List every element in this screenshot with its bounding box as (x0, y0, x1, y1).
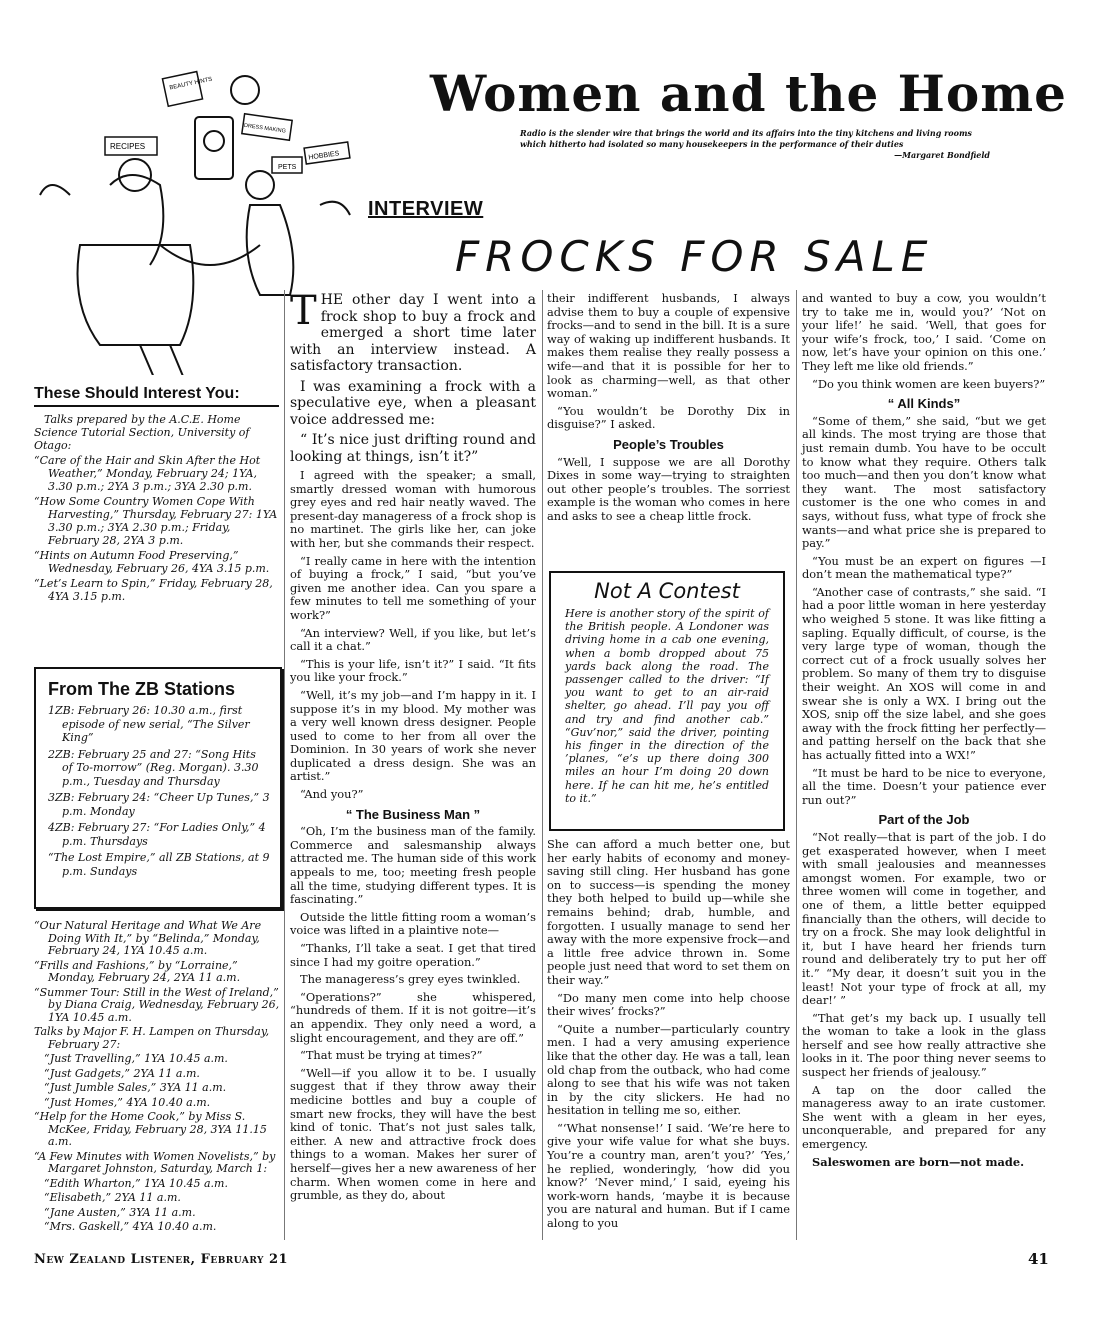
paragraph: their indifferent husbands, I always advise them to buy a couple of expensive frocks—and to send in the bill. It is a sure way of waking up indifferent husbands. It makes them realise they really possess a wife—and that it is possible for her to look as charming—well, as that other woman.” (547, 291, 790, 401)
paragraph: “‘What nonsense!’ I said. ‘We’re here to give your wife value for what she buys. You’re a country man, aren’t you?’ ‘Yes,’ he replied, wonderingly, ‘how did you know?’ ‘Never mind,’ I said, eyeing his work-worn hands, ‘maybe it is because you are natural and human. But if I came along to you (547, 1120, 790, 1231)
subhead-part-of-job: Part of the Job (878, 812, 970, 828)
paragraph: She can afford a much better one, but her early habits of economy and money-saving still cling. Her husband has gone on to success—is spending the money they both helped to build up—while she remains behind; drab, humble, and forgotten. I usually manage to send her away with the more expensive frock—and a little free advice thrown in. Some people just need that word to set them on their way.” (547, 837, 790, 987)
contest-body: Here is another story of the spirit of the British people. A Londoner was driving home in a cab one evening, when a bomb dropped about 75 yards back along the road. The passenger called to the driver: “If you want to get to an air-raid shelter, go ahead. I’ll pay you off and try and find another cab.” “Guv’nor,” said the driver, pointing his finger in the direction of the ’planes, “e’s up there doing 300 miles an hour I’m doing 20 down here. If he can hit me, he’s entitled to it.” (565, 607, 769, 805)
label-recipes: RECIPES (110, 142, 146, 151)
article-headline: FROCKS FOR SALE (455, 232, 934, 281)
list-item: Talks by Major F. H. Lampen on Thursday, February 27: (34, 1025, 270, 1051)
contest-title: Not A Contest (594, 579, 740, 603)
list-item: 3ZB: February 24: “Cheer Up Tunes,” 3 p.m. Monday (48, 791, 270, 818)
paragraph: “This is your life, isn’t it?” I said. “It fits you like your frock.” (290, 656, 536, 685)
paragraph: “Well, I suppose we are all Dorothy Dixes in some way—trying to straighten out other people’s troubles. The sorriest example is the woman who comes in here and asks to see a cheap little frock. (547, 454, 790, 523)
zb-stations-box (34, 667, 282, 909)
paragraph: “It must be hard to be nice to everyone, all the time. Doesn’t your patience ever run out?” (802, 765, 1046, 807)
sidebar-heading: These Should Interest You: (34, 385, 279, 407)
list-item: “Jane Austen,” 3YA 11 a.m. (44, 1205, 196, 1219)
paragraph: “You must be an expert on figures —I don’t mean the mathematical type?” (802, 553, 1046, 582)
label-beauty-hints: BEAUTY HINTS (169, 76, 213, 92)
list-item: “How Some Country Women Cope With Harvesting,” Thursday, February 27: 1YA 3.30 p.m.; 3YA 2.30 p.m.; Friday, February 28, 2YA 3 p.m. (34, 495, 278, 547)
label-hobbies: HOBBIES (308, 150, 340, 162)
list-item: 1ZB: February 26: 10.30 a.m., first episode of new serial, “The Silver King” (48, 704, 250, 744)
paragraph: “Thanks, I’ll take a seat. I get that tired since I had my goitre operation.” (290, 941, 536, 969)
list-item: “Summer Tour: Still in the West of Ireland,” by Diana Craig, Wednesday, February 26, 1YA 10.45 a.m. (34, 985, 280, 1024)
paragraph: The manageress’s grey eyes twinkled. (300, 972, 521, 987)
list-item: “Let’s Learn to Spin,” Friday, February 28, 4YA 3.15 p.m. (34, 577, 273, 603)
publication-footer: New Zealand Listener, February 21 (34, 1252, 289, 1267)
list-item: “Just Homes,” 4YA 10.40 a.m. (44, 1095, 211, 1109)
paragraph: “That must be trying at times?” (300, 1048, 483, 1063)
paragraph: “And you?” (300, 787, 364, 802)
ace-intro: Talks prepared by the A.C.E. Home Science Tutorial Section, University of Otago: (34, 413, 250, 452)
column-rule (542, 290, 543, 1240)
zb-heading: From The ZB Stations (48, 679, 236, 699)
lead-paragraph (290, 288, 536, 375)
list-item: “Mrs. Gaskell,” 4YA 10.40 a.m. (44, 1220, 217, 1233)
page-number: 41 (1028, 1250, 1049, 1268)
list-item: “Elisabeth,” 2YA 11 a.m. (44, 1191, 181, 1204)
paragraph: “An interview? Well, if you like, but let’s call it a chat.” (290, 625, 536, 654)
list-item: “The Lost Empire,” all ZB Stations, at 9 p.m. Sundays (48, 851, 270, 878)
label-dress-making: DRESS MAKING (243, 122, 287, 135)
paragraph: “Another case of contrasts,” she said. “I had a poor little woman in here yesterday who weighed 5 stone. It was like fitting a sapling. Equally difficult, of course, is the very large type of woman, though the correct cut of a frock usually solves her problem. So many of them try to disguise their weight. An XOS will come in and swear she is only a WX. I bring out the XOS, snip off the size label, and she goes away with the frock fitting her perfectly—and patting herself on the back that she has actually fitted into a WX!” (802, 584, 1046, 762)
paragraph: “Not really—that is part of the job. I do get exasperated however, when I meet with small jealousies and meannesses amongst women. For example, two or three women will come in together, and one of them, a little better equipped financially than the others, will decide to try on a frock. She may look delightful in it, but I have heard her friends turn round and deliberately try to put her off it.” “My dear, it doesn’t suit you in the least! Not your type of frock at all, my dear!’ ” (802, 829, 1046, 1008)
article-kicker: INTERVIEW (368, 198, 484, 220)
label-pets: PETS (278, 164, 297, 171)
list-item: 4ZB: February 27: “For Ladies Only,” 4 p.m. Thursdays (48, 821, 266, 848)
list-item: “Just Jumble Sales,” 3YA 11 a.m. (44, 1081, 227, 1094)
column-rule (284, 290, 285, 1240)
paragraph: “Well, it’s my job—and I’m happy in it. I suppose it’s in my blood. My mother was a very well known dress designer. People used to come to her from all over the Dominion. In 30 years of work she never duplicated a dress design. She was an artist.” (290, 687, 536, 784)
paragraph: “ It’s nice just drifting round and looking at things, isn’t it?” (290, 432, 536, 465)
drop-cap: T (290, 288, 317, 334)
paragraph: I was examining a frock with a speculative eye, when a pleasant voice addressed me: (290, 378, 536, 428)
subhead-all-kinds: “ All Kinds” (887, 396, 961, 412)
closing-line: Saleswomen are born—not made. (812, 1154, 1025, 1169)
ace-talks-list (34, 413, 280, 605)
paragraph: and wanted to buy a cow, you wouldn’t try to take me in, would you?’ ‘Not on your life!’ he said. ‘Well, that goes for your wife’s frock, too,’ I said. ‘Come on now, let’s have your opinion on this one.’ They left me like old friends.” (802, 291, 1046, 373)
zb-list (48, 704, 270, 878)
article-column-3 (802, 292, 1046, 1173)
list-item: “Hints on Autumn Food Preserving,” Wednesday, February 26, 4YA 3.15 p.m. (34, 549, 270, 575)
paragraph: I agreed with the speaker; a small, smartly dressed woman with humorous grey eyes and red hair neatly waved. The present-day manageress of a frock shop is no martinet. The girls like her, can joke with her, but she commands their respect. (290, 468, 536, 550)
article-column-1 (290, 288, 536, 1207)
paragraph: “Some of them,” she said, “but we get all kinds. The most trying are those that just remain dumb. You have to be occult to know what they require. Others talk too much—and then you don’t know what they want. The most satisfactory customer is the one who comes in and says, without fuss, what type of frock she wants—and what price she is prepared to pay.” (802, 413, 1046, 551)
list-item: 2ZB: February 25 and 27: “Song Hits of To-morrow” (Reg. Morgan). 3.30 p.m., Tuesday and Thursday (48, 747, 259, 788)
lead-text: HE other day I went into a frock shop to buy a frock and emerged a short time later with an interview instead. A satisfactory transaction. (290, 292, 536, 374)
paragraph: “Do many men come into help choose their wives’ frocks?” (547, 990, 790, 1019)
list-item: “Edith Wharton,” 1YA 10.45 a.m. (44, 1176, 228, 1190)
list-item: “Our Natural Heritage and What We Are Doing With It,” by “Belinda,” Monday, February 24, 1YA 10.45 a.m. (34, 919, 262, 957)
paragraph: “Do you think women are keen buyers?” (812, 376, 1046, 391)
paragraph: “Well—if you allow it to be. I usually suggest that if they throw away their medicine bottles and buy a couple of smart new frocks, they will have the best kind of tonic. That’s not just sales talk, either. A new and attractive frock does things to a woman. Makes her surer of herself—gives her a new awareness of her charm. When women come in here and grumble, as they do, about (290, 1065, 536, 1203)
paragraph: “Oh, I’m the business man of the family. Commerce and salesmanship always attracted me. The human side of this work appeals to me, too; meeting fresh people all the time, studying different types. It is fascinating.” (290, 824, 536, 907)
article-column-2-top (547, 292, 790, 528)
subhead-peoples-troubles: People’s Troubles (613, 436, 724, 452)
paragraph: “I really came in here with the intention of buying a frock,” I said, “but you’ve given me another idea. Can you spare a few minutes to tell me something of your work?” (290, 553, 536, 622)
list-item: “Care of the Hair and Skin After the Hot Weather,” Monday, February 24; 1YA, 3.30 p.m.; 2YA 3 p.m.; 3YA 2.30 p.m. (34, 454, 261, 493)
paragraph: A tap on the door called the manageress away to an irate customer. She went with a gleam in her eyes, unconquerable, and prepared for any emergency. (802, 1082, 1046, 1152)
paragraph: “Operations?” she whispered, “hundreds of them. If it is not goitre—it’s an appendix. They only need a word, a slight encouragement, and they are off.” (290, 989, 536, 1045)
paragraph: “That get’s my back up. I usually tell the woman to take a look in the glass herself and see how really attractive she looks in it. The poor thing never seems to suspect her friends of jealousy.” (802, 1010, 1046, 1080)
epigraph-text: Radio is the slender wire that brings the world and its affairs into the tiny kitchens and living rooms which hitherto had isolated so many housekeepers in the performance of their duties (520, 128, 972, 149)
subhead-business-man: “ The Business Man ” (345, 806, 481, 822)
list-item: “Frills and Fashions,” by “Lorraine,” Monday, February 24, 2YA 11 a.m. (34, 958, 241, 984)
page-title: Women and the Home (430, 64, 1067, 123)
epigraph-attribution: —Margaret Bondfield (894, 150, 990, 160)
epigraph (520, 128, 990, 161)
list-item: “A Few Minutes with Women Novelists,” by Margaret Johnston, Saturday, March 1: (34, 1149, 276, 1175)
list-item: “Help for the Home Cook,” by Miss S. McKee, Friday, February 28, 3YA 11.15 a.m. (34, 1110, 267, 1148)
column-rule (796, 290, 797, 1240)
other-talks-list (34, 920, 280, 1236)
paragraph: Outside the little fitting room a woman’s voice was lifted in a plaintive note— (290, 909, 536, 938)
list-item: “Just Gadgets,” 2YA 11 a.m. (44, 1066, 200, 1080)
article-column-2-bottom (547, 838, 790, 1235)
not-a-contest-box (549, 571, 785, 831)
paragraph: “You wouldn’t be Dorothy Dix in disguise?” I asked. (547, 403, 790, 432)
list-item: “Just Travelling,” 1YA 10.45 a.m. (44, 1052, 228, 1065)
paragraph: “Quite a number—particularly country men. I had a very amusing experience like that the other day. He was a tall, lean old chap from the outback, who had come along to see that his wife was not taken in by the city slickers. He had no hesitation in telling me so, either. (547, 1021, 790, 1118)
